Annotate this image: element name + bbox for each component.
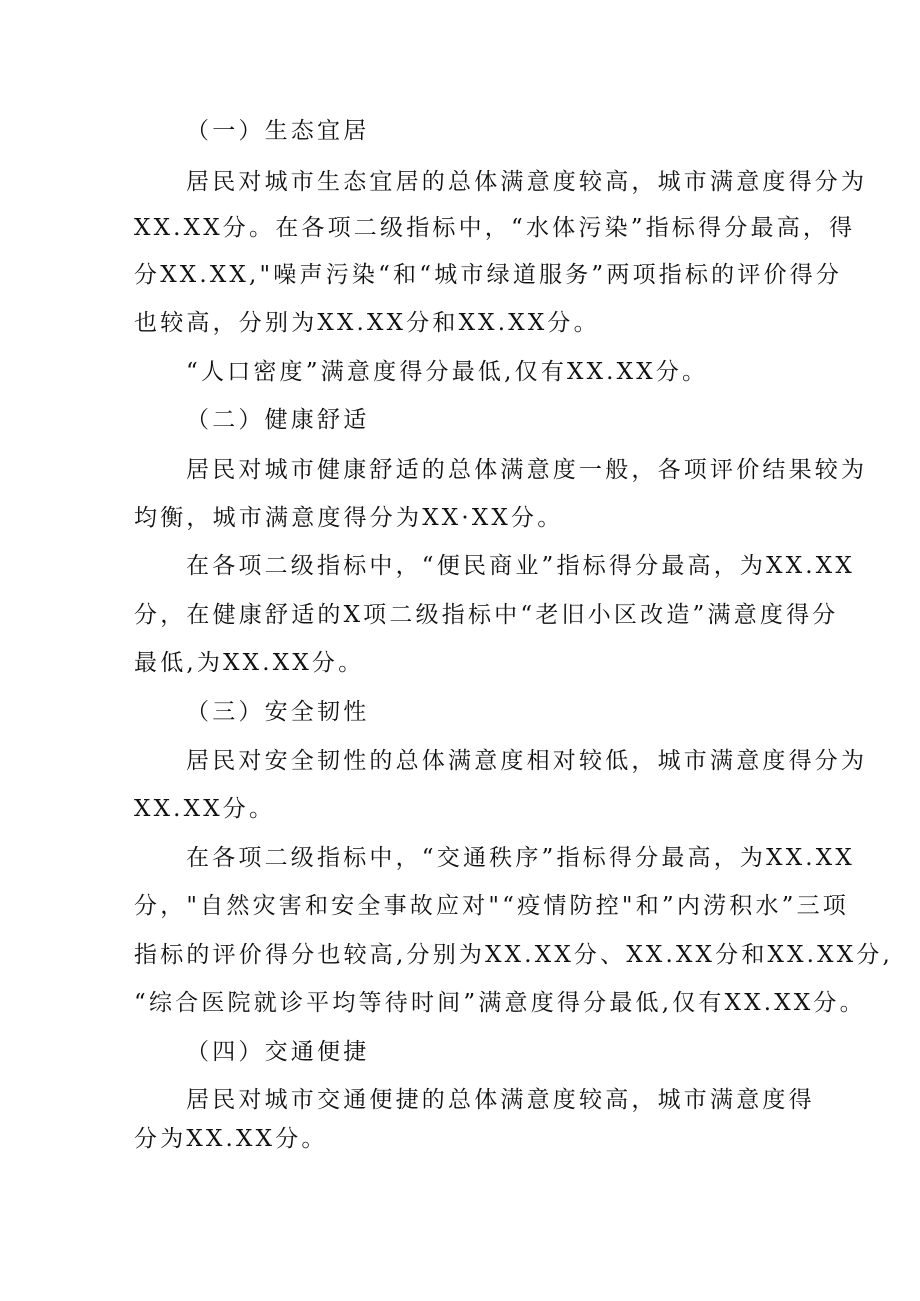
paragraph-line: 分，在健康舒适的X项二级指标中“老旧小区改造”满意度得分 bbox=[134, 602, 839, 628]
paragraph-line: 指标的评价得分也较高,分别为XX.XX分、XX.XX分和XX.XX分, bbox=[134, 942, 894, 968]
paragraph-line: XX.XX分。在各项二级指标中，“水体污染”指标得分最高，得 bbox=[134, 215, 856, 241]
paragraph-line: 居民对城市健康舒适的总体满意度一般，各项评价结果较为 bbox=[186, 457, 868, 483]
paragraph-line: XX.XX分。 bbox=[134, 796, 276, 822]
paragraph-line: 也较高，分别为XX.XX分和XX.XX分。 bbox=[134, 310, 600, 336]
section-heading: （三）安全韧性 bbox=[186, 699, 370, 725]
paragraph-line: 在各项二级指标中，“交通秩序”指标得分最高，为XX.XX bbox=[186, 845, 855, 871]
paragraph-line: 分XX.XX,"噪声污染“和“城市绿道服务”两项指标的评价得分 bbox=[134, 262, 843, 288]
paragraph-line: “综合医院就诊平均等待时间”满意度得分最低,仅有XX.XX分。 bbox=[134, 990, 866, 1016]
paragraph-line: 最低,为XX.XX分。 bbox=[134, 650, 365, 676]
paragraph-line: “人口密度”满意度得分最低,仅有XX.XX分。 bbox=[186, 359, 709, 385]
paragraph-line: 在各项二级指标中，“便民商业”指标得分最高，为XX.XX bbox=[186, 553, 855, 579]
paragraph-line: 均衡，城市满意度得分为XX·XX分。 bbox=[134, 505, 564, 531]
section-heading: （一）生态宜居 bbox=[186, 118, 370, 144]
section-heading: （二）健康舒适 bbox=[186, 407, 370, 433]
paragraph-line: 居民对城市生态宜居的总体满意度较高，城市满意度得分为 bbox=[186, 169, 868, 195]
paragraph-line: 居民对安全韧性的总体满意度相对较低，城市满意度得分为 bbox=[186, 748, 868, 774]
paragraph-line: 分，"自然灾害和安全事故应对"“疫情防控"和”内涝积水”三项 bbox=[134, 893, 850, 919]
paragraph-line: 居民对城市交通便捷的总体满意度较高，城市满意度得 bbox=[186, 1087, 815, 1113]
paragraph-line: 分为XX.XX分。 bbox=[134, 1126, 328, 1152]
section-heading: （四）交通便捷 bbox=[186, 1039, 370, 1065]
